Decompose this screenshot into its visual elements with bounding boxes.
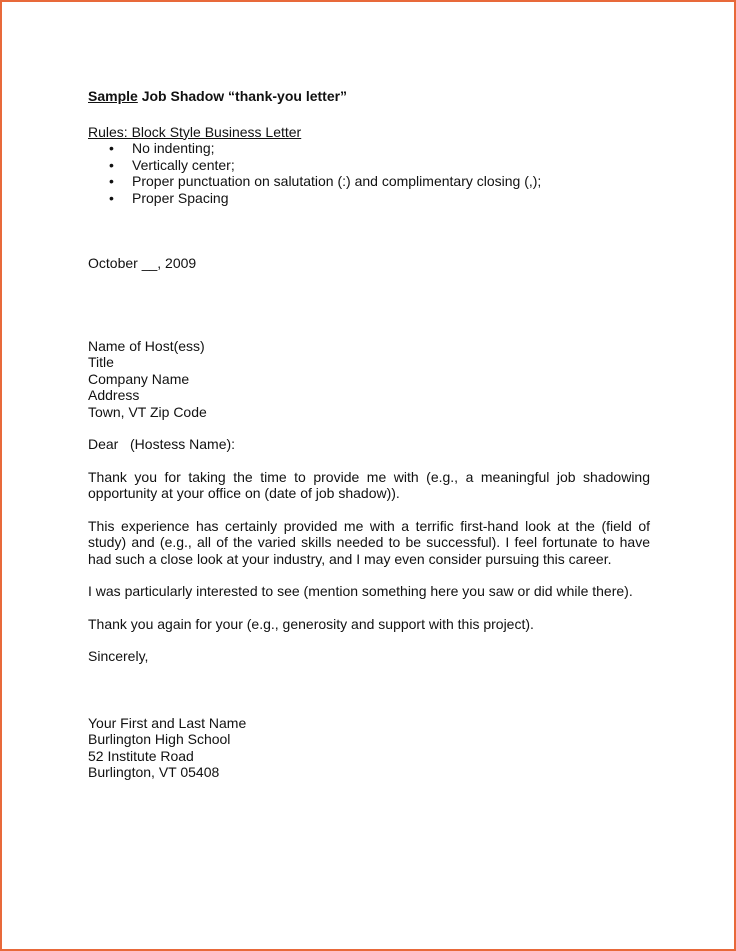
recipient-title: Title [88, 354, 114, 370]
recipient-street: Address [88, 387, 140, 403]
complimentary-closing: Sincerely, [88, 648, 149, 664]
rules-heading-text: Rules: Block Style Business Letter [88, 123, 302, 140]
body-paragraph: Thank you for taking the time to provide me with (e.g., a meaningful job shadowing opportunity at your office on (date of job shadow)). [88, 468, 650, 501]
sender-city: Burlington, VT 05408 [88, 764, 220, 780]
document-title [88, 88, 650, 105]
recipient-address [88, 338, 650, 421]
sender-school: Burlington High School [88, 731, 231, 747]
letter-body [88, 88, 650, 781]
rules-list [88, 140, 650, 206]
recipient-town: Town, VT Zip Code [88, 403, 207, 420]
recipient-company: Company Name [88, 370, 190, 387]
rules-list-item [88, 173, 650, 190]
recipient-name: Name of Host(ess) [88, 337, 205, 354]
body-paragraph: This experience has certainly provided me with a terrific first-hand look at the (field of study) and (e.g., all of the varied skills needed to be successful). I feel fortunate to have had such a close look at your industry, and I may even consider pursuing this career. [88, 517, 650, 567]
body-paragraph: Thank you again for your (e.g., generosity and support with this project). [88, 615, 534, 632]
title-sample-word: Sample [88, 88, 138, 104]
rules-heading [88, 124, 650, 141]
sender-name: Your First and Last Name [88, 714, 247, 731]
sender-signature-block [88, 715, 650, 781]
bullet-icon: • [109, 156, 114, 173]
rule-text: Vertically center; [132, 156, 235, 173]
rules-list-item [88, 157, 650, 174]
rule-text: Proper Spacing [132, 189, 229, 206]
bullet-icon: • [109, 140, 114, 156]
rule-text: No indenting; [132, 140, 215, 156]
sender-street: 52 Institute Road [88, 747, 194, 764]
body-paragraph: I was particularly interested to see (mention something here you saw or did while there). [88, 583, 633, 599]
bullet-icon: • [109, 173, 114, 189]
letter-date: October __, 2009 [88, 255, 197, 271]
rules-list-item [88, 190, 650, 207]
bullet-icon: • [109, 189, 114, 206]
salutation: Dear (Hostess Name): [88, 436, 236, 452]
rule-text: Proper punctuation on salutation (:) and complimentary closing (,); [132, 173, 542, 189]
rules-list-item [88, 140, 650, 157]
title-rest: Job Shadow “thank-you letter” [137, 88, 348, 104]
